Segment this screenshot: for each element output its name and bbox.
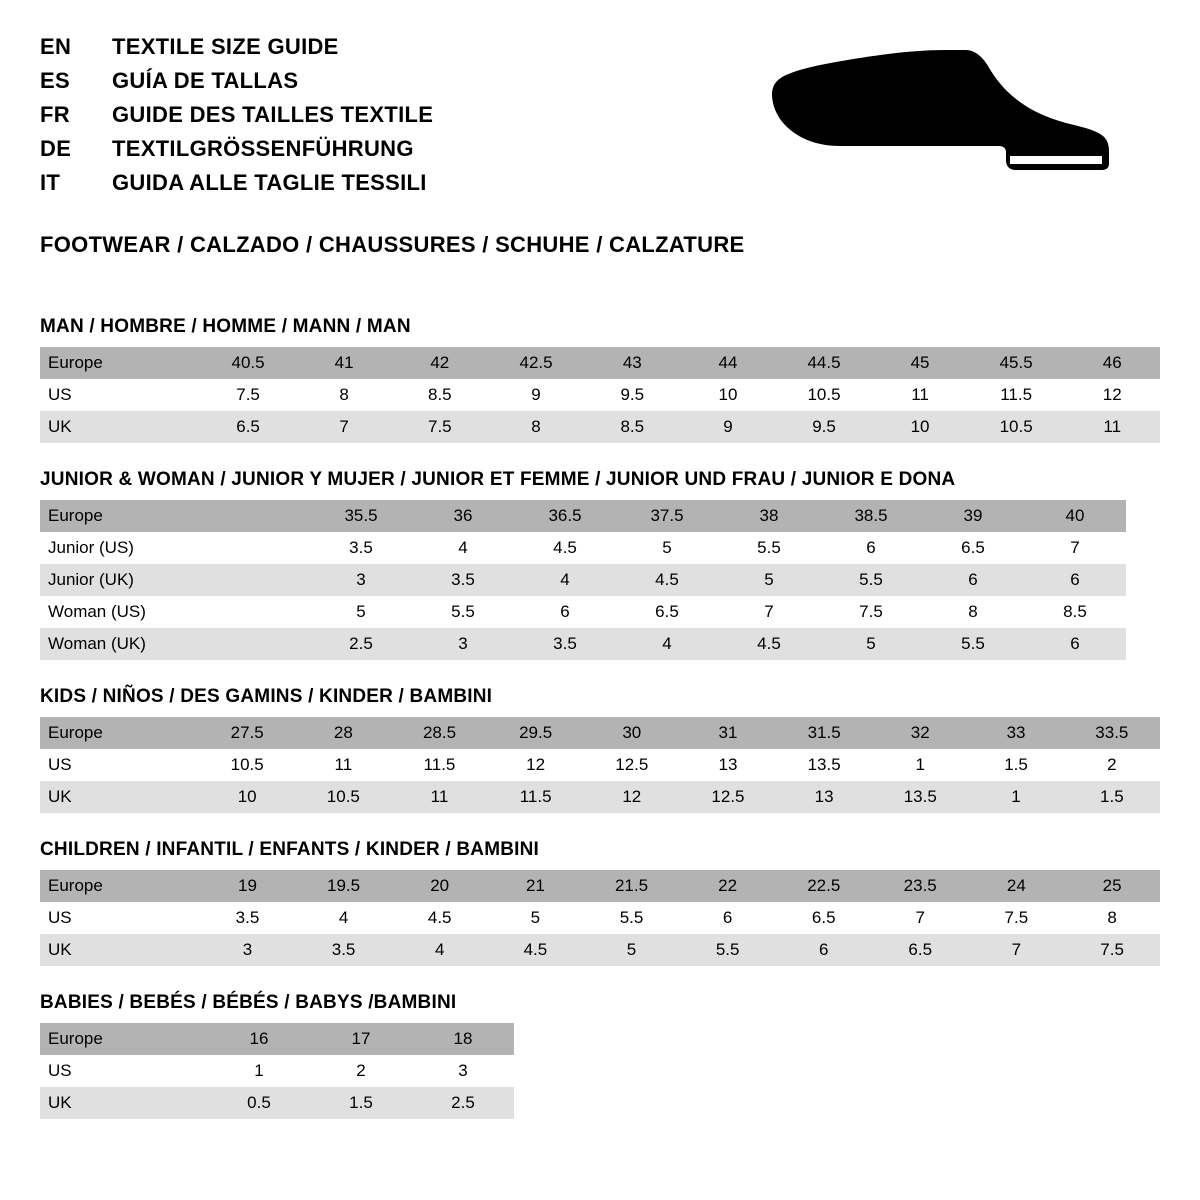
language-row [40, 102, 433, 128]
cell: 31 [680, 717, 776, 749]
row-label: Europe [40, 1023, 208, 1055]
cell: 27.5 [199, 717, 295, 749]
language-code: EN [40, 34, 72, 59]
table-row [40, 347, 1160, 379]
table-row [40, 532, 1126, 564]
section-title: JUNIOR & WOMAN / JUNIOR Y MUJER / JUNIOR ET FEMME / JUNIOR UND FRAU / JUNIOR E DONA [40, 469, 956, 490]
cell: 3.5 [295, 934, 391, 966]
cell: 22 [680, 870, 776, 902]
table-row [40, 1087, 514, 1119]
cell: 2 [310, 1055, 412, 1087]
cell: 8.5 [1024, 596, 1126, 628]
section-babies [40, 992, 1160, 1119]
cell: 10 [680, 379, 776, 411]
cell: 39 [922, 500, 1024, 532]
cell: 42.5 [488, 347, 585, 379]
section-title: CHILDREN / INFANTIL / ENFANTS / KINDER / BAMBINI [40, 839, 540, 860]
cell: 3.5 [200, 902, 296, 934]
cell: 21 [488, 870, 584, 902]
cell: 6.5 [776, 902, 872, 934]
cell: 9 [488, 379, 585, 411]
cell [208, 532, 310, 564]
row-label: Europe [40, 717, 199, 749]
cell: 6 [776, 934, 872, 966]
cell: 6 [922, 564, 1024, 596]
cell: 46 [1064, 347, 1160, 379]
cell: 5 [488, 902, 584, 934]
cell: 3.5 [310, 532, 412, 564]
row-label: US [40, 379, 200, 411]
row-label: Junior (UK) [40, 564, 208, 596]
cell: 11.5 [391, 749, 487, 781]
cell: 1.5 [310, 1087, 412, 1119]
cell: 45.5 [968, 347, 1065, 379]
table-junior-woman [40, 500, 1126, 660]
cell: 19.5 [295, 870, 391, 902]
row-label: Woman (US) [40, 596, 208, 628]
cell: 7 [872, 902, 968, 934]
cell: 3.5 [412, 564, 514, 596]
cell: 7.5 [392, 411, 488, 443]
cell: 35.5 [310, 500, 412, 532]
cell: 4.5 [514, 532, 616, 564]
table-row [40, 1023, 514, 1055]
cell: 7.5 [968, 902, 1064, 934]
table-row [40, 596, 1126, 628]
cell [208, 564, 310, 596]
table-children [40, 870, 1160, 966]
cell: 7 [718, 596, 820, 628]
cell: 8.5 [584, 411, 680, 443]
language-code: FR [40, 102, 70, 127]
cell: 6 [680, 902, 776, 934]
cell: 3 [200, 934, 296, 966]
cell: 4 [514, 564, 616, 596]
table-row [40, 628, 1126, 660]
table-row [40, 500, 1126, 532]
table-row [40, 1055, 514, 1087]
language-row [40, 68, 433, 94]
cell: 42 [392, 347, 488, 379]
language-row [40, 136, 433, 162]
cell: 33 [968, 717, 1063, 749]
table-row [40, 902, 1160, 934]
cell: 43 [584, 347, 680, 379]
cell: 17 [310, 1023, 412, 1055]
cell: 4.5 [488, 934, 584, 966]
cell: 6 [1024, 564, 1126, 596]
cell: 6 [820, 532, 922, 564]
cell: 12 [1064, 379, 1160, 411]
cell: 11 [1064, 411, 1160, 443]
table-row [40, 717, 1160, 749]
cell: 24 [968, 870, 1064, 902]
cell: 12.5 [584, 749, 680, 781]
cell: 10.5 [968, 411, 1065, 443]
cell: 1.5 [1064, 781, 1160, 813]
cell: 5 [718, 564, 820, 596]
row-label: Europe [40, 500, 208, 532]
cell: 11 [391, 781, 487, 813]
cell: 12.5 [680, 781, 776, 813]
cell: 5.5 [718, 532, 820, 564]
table-row [40, 411, 1160, 443]
cell: 6.5 [872, 934, 968, 966]
table-row [40, 379, 1160, 411]
cell: 5.5 [922, 628, 1024, 660]
cell: 5.5 [680, 934, 776, 966]
table-row [40, 749, 1160, 781]
cell: 28.5 [391, 717, 487, 749]
cell [208, 596, 310, 628]
cell: 5.5 [820, 564, 922, 596]
row-label: UK [40, 411, 200, 443]
section-kids [40, 686, 1160, 813]
cell: 23.5 [872, 870, 968, 902]
row-label: US [40, 749, 199, 781]
cell: 9.5 [776, 411, 873, 443]
row-label: UK [40, 781, 199, 813]
cell: 19 [200, 870, 296, 902]
page-subtitle: FOOTWEAR / CALZADO / CHAUSSURES / SCHUHE / CALZATURE [40, 232, 745, 257]
cell: 7 [1024, 532, 1126, 564]
cell: 1 [968, 781, 1063, 813]
language-title: GUIDE DES TAILLES TEXTILE [112, 102, 434, 127]
section-junior-woman [40, 469, 1160, 660]
cell: 7.5 [1064, 934, 1160, 966]
cell: 13.5 [776, 749, 872, 781]
cell: 6.5 [922, 532, 1024, 564]
cell: 7.5 [200, 379, 297, 411]
table-man [40, 347, 1160, 443]
cell: 12 [488, 749, 584, 781]
cell: 25 [1064, 870, 1160, 902]
dress-shoe-icon [770, 48, 1110, 183]
cell: 2.5 [310, 628, 412, 660]
cell: 1 [208, 1055, 310, 1087]
cell: 21.5 [583, 870, 679, 902]
cell: 4 [616, 628, 718, 660]
cell: 20 [392, 870, 488, 902]
cell: 4.5 [616, 564, 718, 596]
section-title: KIDS / NIÑOS / DES GAMINS / KINDER / BAMBINI [40, 686, 493, 707]
cell: 8 [1064, 902, 1160, 934]
cell: 6 [1024, 628, 1126, 660]
cell: 13 [776, 781, 872, 813]
section-children [40, 839, 1160, 966]
cell: 9.5 [584, 379, 680, 411]
header [40, 34, 1160, 204]
table-row [40, 870, 1160, 902]
table-row [40, 934, 1160, 966]
cell: 11 [872, 379, 968, 411]
table-row [40, 781, 1160, 813]
cell: 38 [718, 500, 820, 532]
language-title: TEXTILGRÖSSENFÜHRUNG [112, 136, 414, 161]
row-label: US [40, 902, 200, 934]
cell: 3.5 [514, 628, 616, 660]
cell: 6.5 [200, 411, 297, 443]
section-man [40, 316, 1160, 443]
row-label: UK [40, 1087, 208, 1119]
cell: 22.5 [776, 870, 872, 902]
cell: 44.5 [776, 347, 873, 379]
cell: 44 [680, 347, 776, 379]
cell: 9 [680, 411, 776, 443]
row-label: US [40, 1055, 208, 1087]
cell: 4 [392, 934, 488, 966]
table-row [40, 564, 1126, 596]
language-row [40, 34, 433, 60]
cell: 8 [488, 411, 585, 443]
cell: 7 [296, 411, 392, 443]
cell: 3 [310, 564, 412, 596]
cell: 6 [514, 596, 616, 628]
cell: 37.5 [616, 500, 718, 532]
cell: 10.5 [199, 749, 295, 781]
cell: 1 [872, 749, 968, 781]
cell: 10 [872, 411, 968, 443]
cell: 8.5 [392, 379, 488, 411]
cell: 10.5 [776, 379, 873, 411]
cell: 5 [820, 628, 922, 660]
cell: 1.5 [968, 749, 1063, 781]
cell: 4.5 [392, 902, 488, 934]
table-babies [40, 1023, 514, 1119]
cell: 5 [616, 532, 718, 564]
cell: 4 [295, 902, 391, 934]
cell: 45 [872, 347, 968, 379]
language-code: DE [40, 136, 72, 161]
cell: 41 [296, 347, 392, 379]
cell: 7.5 [820, 596, 922, 628]
cell: 11.5 [968, 379, 1065, 411]
cell: 3 [412, 628, 514, 660]
cell: 13.5 [872, 781, 968, 813]
cell: 10.5 [295, 781, 391, 813]
cell: 8 [922, 596, 1024, 628]
cell [208, 628, 310, 660]
cell: 16 [208, 1023, 310, 1055]
cell: 40 [1024, 500, 1126, 532]
cell: 2.5 [412, 1087, 514, 1119]
row-label: Europe [40, 347, 200, 379]
language-title: TEXTILE SIZE GUIDE [112, 34, 339, 59]
cell: 40.5 [200, 347, 297, 379]
cell: 5 [310, 596, 412, 628]
section-title: MAN / HOMBRE / HOMME / MANN / MAN [40, 316, 411, 337]
cell: 3 [412, 1055, 514, 1087]
cell: 2 [1064, 749, 1160, 781]
cell: 29.5 [488, 717, 584, 749]
row-label: Woman (UK) [40, 628, 208, 660]
cell: 8 [296, 379, 392, 411]
cell: 31.5 [776, 717, 872, 749]
cell: 38.5 [820, 500, 922, 532]
cell: 5.5 [583, 902, 679, 934]
table-kids [40, 717, 1160, 813]
language-title: GUIDA ALLE TAGLIE TESSILI [112, 170, 427, 195]
row-label: Junior (US) [40, 532, 208, 564]
cell: 36.5 [514, 500, 616, 532]
cell: 6.5 [616, 596, 718, 628]
cell: 30 [584, 717, 680, 749]
cell: 32 [872, 717, 968, 749]
cell: 33.5 [1064, 717, 1160, 749]
language-title-list [40, 34, 433, 204]
cell: 13 [680, 749, 776, 781]
cell: 36 [412, 500, 514, 532]
cell: 7 [968, 934, 1064, 966]
language-code: ES [40, 68, 70, 93]
language-row [40, 170, 433, 196]
cell: 11 [295, 749, 391, 781]
cell: 10 [199, 781, 295, 813]
cell: 4 [412, 532, 514, 564]
section-title: BABIES / BEBÉS / BÉBÉS / BABYS /BAMBINI [40, 992, 457, 1013]
cell: 0.5 [208, 1087, 310, 1119]
row-label: UK [40, 934, 200, 966]
cell: 4.5 [718, 628, 820, 660]
cell: 28 [295, 717, 391, 749]
cell: 5 [583, 934, 679, 966]
cell: 12 [584, 781, 680, 813]
cell [208, 500, 310, 532]
cell: 11.5 [488, 781, 584, 813]
cell: 5.5 [412, 596, 514, 628]
language-code: IT [40, 170, 61, 195]
row-label: Europe [40, 870, 200, 902]
language-title: GUÍA DE TALLAS [112, 68, 299, 93]
cell: 18 [412, 1023, 514, 1055]
